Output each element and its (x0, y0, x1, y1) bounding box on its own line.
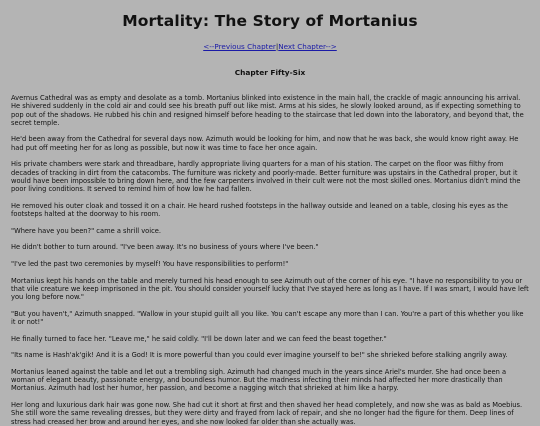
next-chapter-link[interactable]: Next Chapter--> (278, 42, 337, 51)
paragraph: His private chambers were stark and threadbare, hardly appropriate living quarters for a man of his station. The carpet on the floor was filthy from decades of tracking in dirt from the catacombs. The furniture was rickety and poorly-made. Better furniture was upstairs in the Cathedral proper, but it would have been impossible to bring down here, and the few carpenters involved in their cult were not the most skilled ones. Mortanius didn't mind the poor living conditions. It served to remind him of how low he had fallen. (11, 160, 521, 194)
paragraph: Mortanius leaned against the table and let out a trembling sigh. Azimuth had changed much in the years since Ariel's murder. She had once been a woman of elegant beauty, passionate energy, and boundless humor. But the madness infecting their minds had affected her more drastically than Mortanius. Azimuth had lost her humor, her passion, and become a nagging witch that shrieked at him like a harpy. (11, 367, 507, 393)
chapter-navigation (11, 42, 529, 51)
paragraph: He finally turned to face her. "Leave me," he said coldly. "I'll be down later and we can feed the beast together." (11, 334, 387, 343)
previous-chapter-link[interactable]: <--Previous Chapter (203, 42, 276, 51)
paragraph: Her long and luxurious dark hair was gone now. She had cut it short at first and then shaved her head completely, and now she was as bald as Moebius. She still wore the same revealing dresses, but they were dirty and frayed from lack of repair, and she no longer had the figure for them. Deep lines of stress had creased her brow and around her eyes, and she now looked far older than she actually was. (11, 400, 523, 426)
paragraph: "But you haven't," Azimuth snapped. "Wallow in your stupid guilt all you like. You can't escape any more than I can. You're a part of this whether you like it or not!" (11, 309, 524, 327)
paragraph: He didn't bother to turn around. "I've been away. It's no business of yours where I've been." (11, 243, 319, 252)
paragraph: Avernus Cathedral was as empty and desolate as a tomb. Mortanius blinked into existence in the main hall, the crackle of magic announcing his arrival. He shivered suddenly in the cold air and could see his breath puff out like mist. Arms at his sides, he slowly looked around, as if expecting something to pop out of the shadows. He rubbed his chin and resigned himself before heading to the staircase that led down into the laboratory, and beyond that, the secret temple. (11, 94, 524, 127)
chapter-heading: Chapter Fifty-Six (234, 68, 306, 77)
chapter-body (11, 94, 529, 426)
paragraph: He'd been away from the Cathedral for several days now. Azimuth would be looking for him, and now that he was back, she would know right away. He had put off meeting her for as long as possible, but now it was time to face her once again. (11, 135, 519, 152)
page-title: Mortality: The Story of Mortanius (122, 12, 418, 30)
paragraph: "I've led the past two ceremonies by myself! You have responsibilities to perform!" (11, 259, 289, 268)
paragraph: "Where have you been?" came a shrill voice. (11, 226, 162, 235)
paragraph: "Its name is Hash'ak'gik! And it is a God! It is more powerful than you could ever imagine yourself to be!" she shrieked before stalking angrily away. (11, 351, 508, 360)
nav-separator: | (275, 42, 279, 51)
paragraph: Mortanius kept his hands on the table and merely turned his head enough to see Azimuth out of the corner of his eye. "I have no responsibility to you or that vile creature we keep imprisoned in the pit. You should consider yourself lucky that I've stayed here as long as I have. If I was smart, I would have left you long before now." (11, 276, 529, 302)
paragraph: He removed his outer cloak and tossed it on a chair. He heard rushed footsteps in the hallway outside and leaned on a table, closing his eyes as the footsteps halted at the doorway to his room. (11, 201, 508, 219)
